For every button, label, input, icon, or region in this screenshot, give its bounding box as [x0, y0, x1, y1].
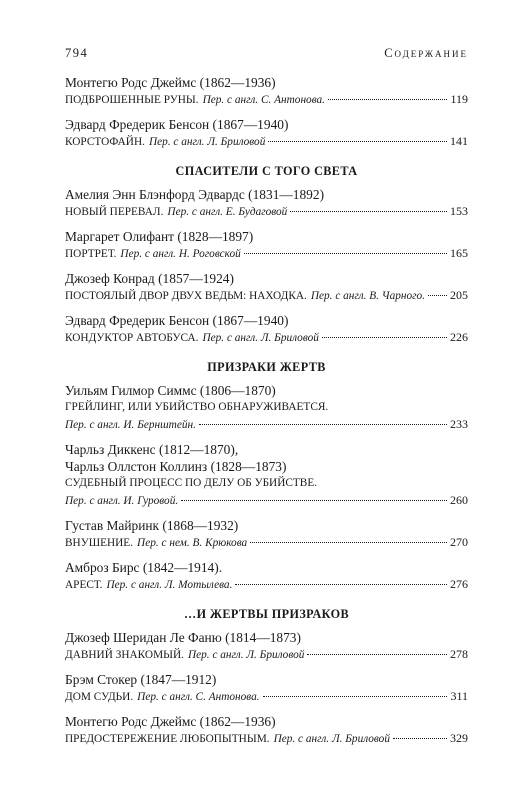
entry-page-number: 233 [450, 417, 468, 431]
toc-entry [65, 671, 468, 706]
work-line [65, 245, 468, 263]
dot-leader [268, 141, 447, 142]
toc-entry [65, 312, 468, 347]
work-line [65, 416, 468, 434]
toc-entry [65, 382, 468, 434]
toc-entry [65, 517, 468, 552]
dot-leader [393, 738, 447, 739]
author-name: Чарльз Диккенс (1812—1870), [65, 442, 239, 457]
entry-page-number: 153 [450, 204, 468, 218]
entry-page-number: 278 [450, 647, 468, 661]
dot-leader [328, 99, 447, 100]
translator-credit: Пер. с англ. Л. Мотылева. [106, 579, 233, 591]
work-title: НОВЫЙ ПЕРЕВАЛ. [65, 206, 164, 218]
toc-section [65, 605, 468, 748]
toc-entry [65, 228, 468, 263]
author-name: Маргарет Олифант (1828—1897) [65, 229, 254, 244]
author-name: Амброз Бирс (1842—1914). [65, 560, 223, 575]
translator-credit: Пер. с англ. Л. Бриловой [148, 136, 266, 148]
translator-credit: Пер. с англ. С. Антонова. [137, 691, 260, 703]
toc-section [65, 358, 468, 594]
translator-credit: Пер. с нем. В. Крюкова [137, 537, 248, 549]
author-name: Джозеф Конрад (1857—1924) [65, 271, 234, 286]
work-title: ВНУШЕНИЕ. [65, 537, 134, 549]
work-line [65, 91, 468, 109]
work-line [65, 646, 468, 664]
dot-leader [199, 424, 447, 425]
work-title: АРЕСТ. [65, 579, 103, 591]
toc-entry [65, 116, 468, 151]
entry-page-number: 226 [450, 330, 468, 344]
toc-entry [65, 713, 468, 748]
work-line [65, 287, 468, 305]
author-name: Амелия Энн Блэнфорд Эдвардс (1831—1892) [65, 187, 325, 202]
work-title: ПРЕДОСТЕРЕЖЕНИЕ ЛЮБОПЫТНЫМ. [65, 733, 270, 745]
toc-entry [65, 270, 468, 305]
dot-leader [235, 584, 447, 585]
translator-credit: Пер. с англ. В. Чарного. [310, 290, 425, 302]
work-title: ГРЕЙЛИНГ, ИЛИ УБИЙСТВО ОБНАРУЖИВАЕТСЯ. [65, 401, 329, 413]
work-title: СУДЕБНЫЙ ПРОЦЕСС ПО ДЕЛУ ОБ УБИЙСТВЕ. [65, 477, 318, 489]
table-of-contents [65, 74, 468, 748]
work-title: ПОСТОЯЛЫЙ ДВОР ДВУХ ВЕДЬМ: НАХОДКА. [65, 290, 307, 302]
toc-section [65, 74, 468, 151]
work-title: КОРСТОФАЙН. [65, 136, 145, 148]
dot-leader [290, 211, 447, 212]
author-name: Джозеф Шеридан Ле Фаню (1814—1873) [65, 630, 301, 645]
toc-entry [65, 186, 468, 221]
author-name: Монтегю Родс Джеймс (1862—1936) [65, 714, 276, 729]
toc-entry [65, 74, 468, 109]
work-title: КОНДУКТОР АВТОБУСА. [65, 332, 199, 344]
translator-credit: Пер. с англ. С. Антонова. [202, 94, 326, 106]
entry-page-number: 165 [450, 246, 468, 260]
work-line [65, 576, 468, 594]
toc-page [65, 46, 468, 755]
entry-page-number: 329 [450, 731, 468, 745]
translator-credit: Пер. с англ. И. Гуровой. [65, 495, 179, 507]
work-line [65, 492, 468, 510]
entry-page-number: 276 [450, 577, 468, 591]
work-line [65, 730, 468, 748]
dot-leader [428, 295, 447, 296]
dot-leader [181, 500, 447, 501]
work-title: ПОДБРОШЕННЫЕ РУНЫ. [65, 94, 199, 106]
running-head [65, 46, 468, 68]
translator-credit: Пер. с англ. Л. Бриловой [187, 649, 305, 661]
translator-credit: Пер. с англ. Е. Будаговой [167, 206, 288, 218]
section-heading: ПРИЗРАКИ ЖЕРТВ [207, 360, 326, 374]
toc-entry [65, 629, 468, 664]
page-title: Содержание [384, 46, 468, 60]
translator-credit: Пер. с англ. Н. Роговской [120, 248, 241, 260]
author-name: Монтегю Родс Джеймс (1862—1936) [65, 75, 276, 90]
entry-page-number: 119 [450, 92, 468, 106]
work-line [65, 329, 468, 347]
toc-section [65, 162, 468, 347]
translator-credit: Пер. с англ. Л. Бриловой [202, 332, 319, 344]
author-name: Уильям Гилмор Симмс (1806—1870) [65, 383, 276, 398]
translator-credit: Пер. с англ. И. Бернштейн. [65, 419, 196, 431]
entry-page-number: 311 [450, 689, 468, 703]
dot-leader [244, 253, 447, 254]
dot-leader [322, 337, 447, 338]
page-number: 794 [65, 46, 89, 60]
dot-leader [307, 654, 447, 655]
translator-credit: Пер. с англ. Л. Бриловой [273, 733, 390, 745]
entry-page-number: 205 [450, 288, 468, 302]
dot-leader [250, 542, 447, 543]
work-title: ПОРТРЕТ. [65, 248, 117, 260]
work-title: ДОМ СУДЬИ. [65, 691, 134, 703]
section-heading: …И ЖЕРТВЫ ПРИЗРАКОВ [183, 607, 350, 621]
dot-leader [263, 696, 448, 697]
author-name: Эдвард Фредерик Бенсон (1867—1940) [65, 117, 289, 132]
work-line [65, 133, 468, 151]
work-line [65, 688, 468, 706]
work-title: ДАВНИЙ ЗНАКОМЫЙ. [65, 649, 184, 661]
work-line [65, 534, 468, 552]
work-line [65, 203, 468, 221]
author-name: Густав Майринк (1868—1932) [65, 518, 239, 533]
author-name: Чарльз Оллстон Коллинз (1828—1873) [65, 459, 287, 474]
entry-page-number: 141 [450, 134, 468, 148]
section-heading: СПАСИТЕЛИ С ТОГО СВЕТА [175, 164, 358, 178]
entry-page-number: 270 [450, 535, 468, 549]
toc-entry [65, 441, 468, 510]
author-name: Брэм Стокер (1847—1912) [65, 672, 217, 687]
toc-entry [65, 559, 468, 594]
author-name: Эдвард Фредерик Бенсон (1867—1940) [65, 313, 289, 328]
entry-page-number: 260 [450, 493, 468, 507]
